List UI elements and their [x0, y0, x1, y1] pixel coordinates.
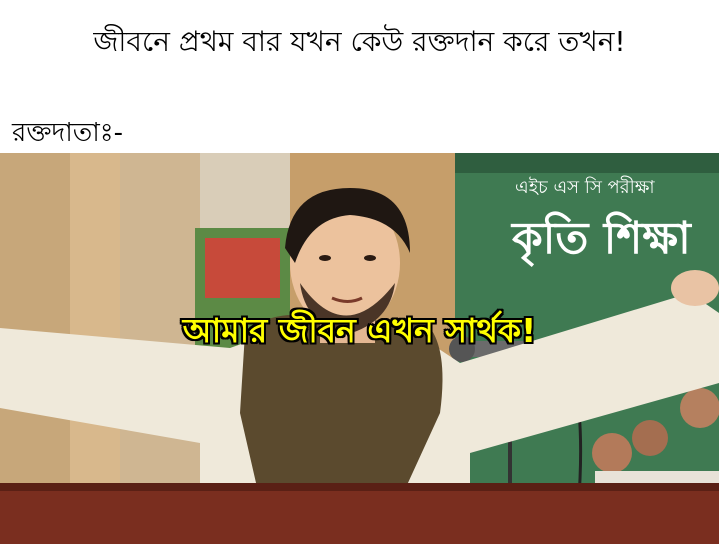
sub-caption: রক্তদাতাঃ-: [12, 118, 124, 148]
right-hand: [671, 270, 719, 306]
meme-subtitle: আমার জীবন এখন সার্থক!: [182, 311, 537, 350]
podium: [0, 483, 719, 544]
top-caption: জীবনে প্রথম বার যখন কেউ রক্তদান করে তখন!: [93, 25, 626, 58]
banner-line-1: এইচ এস সি পরীক্ষা: [515, 177, 655, 198]
banner-line-2: কৃতি শিক্ষা: [512, 213, 691, 264]
